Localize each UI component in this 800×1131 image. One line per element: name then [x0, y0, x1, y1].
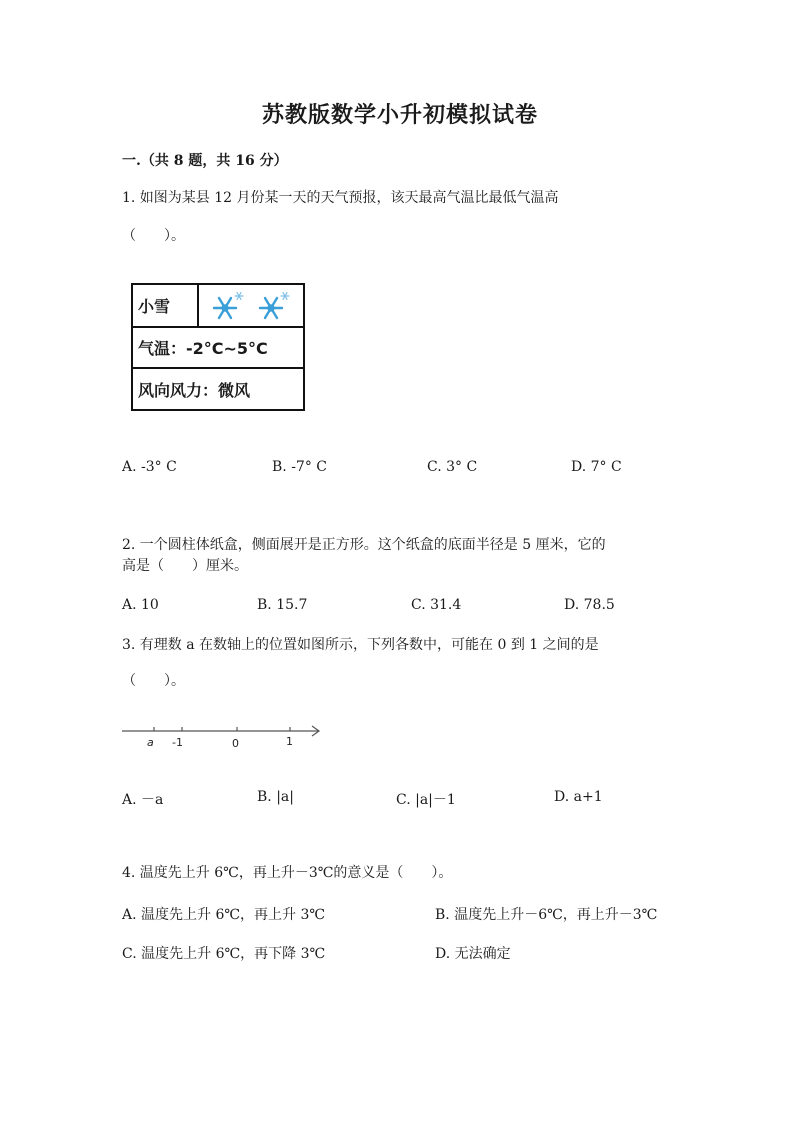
question-1-option-d[interactable]: D. 7° C [571, 459, 622, 475]
numberline-label-0: 0 [232, 737, 239, 750]
question-4-option-d[interactable]: D. 无法确定 [435, 946, 511, 962]
question-4-option-c[interactable]: C. 温度先上升 6℃，再下降 3℃ [122, 946, 326, 962]
numberline-label-1: 1 [286, 735, 293, 748]
section-header: 一.（共 8 题，共 16 分） [122, 153, 288, 169]
question-4-option-b[interactable]: B. 温度先上升－6℃，再上升－3℃ [435, 907, 658, 923]
question-3-option-c[interactable]: C. |a|－1 [396, 792, 456, 808]
question-3-option-a[interactable]: A. －a [122, 792, 164, 808]
page-title: 苏教版数学小升初模拟试卷 [261, 102, 538, 128]
question-1-option-a[interactable]: A. -3° C [122, 459, 177, 475]
question-2-option-d[interactable]: D. 78.5 [564, 597, 615, 613]
weather-row-wind: 风向风力：微风 [138, 380, 251, 400]
question-1-option-c[interactable]: C. 3° C [427, 459, 478, 475]
snowflake-icon [214, 298, 236, 318]
question-2-option-c[interactable]: C. 31.4 [411, 597, 462, 613]
question-2-stem-line1: 2. 一个圆柱体纸盒，侧面展开是正方形。这个纸盒的底面半径是 5 厘米，它的 [122, 537, 606, 553]
numberline-label-neg1: -1 [172, 736, 183, 749]
question-3-stem-line2: （ ）。 [122, 673, 185, 689]
weather-icons [203, 288, 301, 324]
question-2-option-b[interactable]: B. 15.7 [257, 597, 308, 613]
question-3-option-b[interactable]: B. |a| [257, 789, 294, 805]
question-3-stem-line1: 3. 有理数 a 在数轴上的位置如图所示，下列各数中，可能在 0 到 1 之间的是 [122, 637, 599, 653]
question-2-option-a[interactable]: A. 10 [122, 597, 159, 613]
question-1-stem-line2: （ ）。 [122, 228, 185, 244]
question-1-option-b[interactable]: B. -7° C [272, 459, 327, 475]
question-4-option-a[interactable]: A. 温度先上升 6℃，再上升 3℃ [122, 907, 326, 923]
question-2-stem-line2: 高是（ ）厘米。 [122, 558, 248, 574]
question-1-stem-line1: 1. 如图为某县 12 月份某一天的天气预报，该天最高气温比最低气温高 [122, 190, 559, 206]
weather-row-temperature: 气温：-2°C~5°C [133, 328, 303, 369]
numberline-label-a: a [147, 736, 154, 749]
number-line [120, 722, 330, 752]
weather-condition-label: 小雪 [133, 285, 199, 326]
weather-forecast-table [131, 283, 305, 411]
question-4-stem: 4. 温度先上升 6℃，再上升－3℃的意义是（ ）。 [122, 865, 453, 881]
weather-row-condition [133, 285, 303, 328]
question-3-option-d[interactable]: D. a+1 [554, 789, 603, 805]
snowflake-icon [260, 298, 282, 318]
